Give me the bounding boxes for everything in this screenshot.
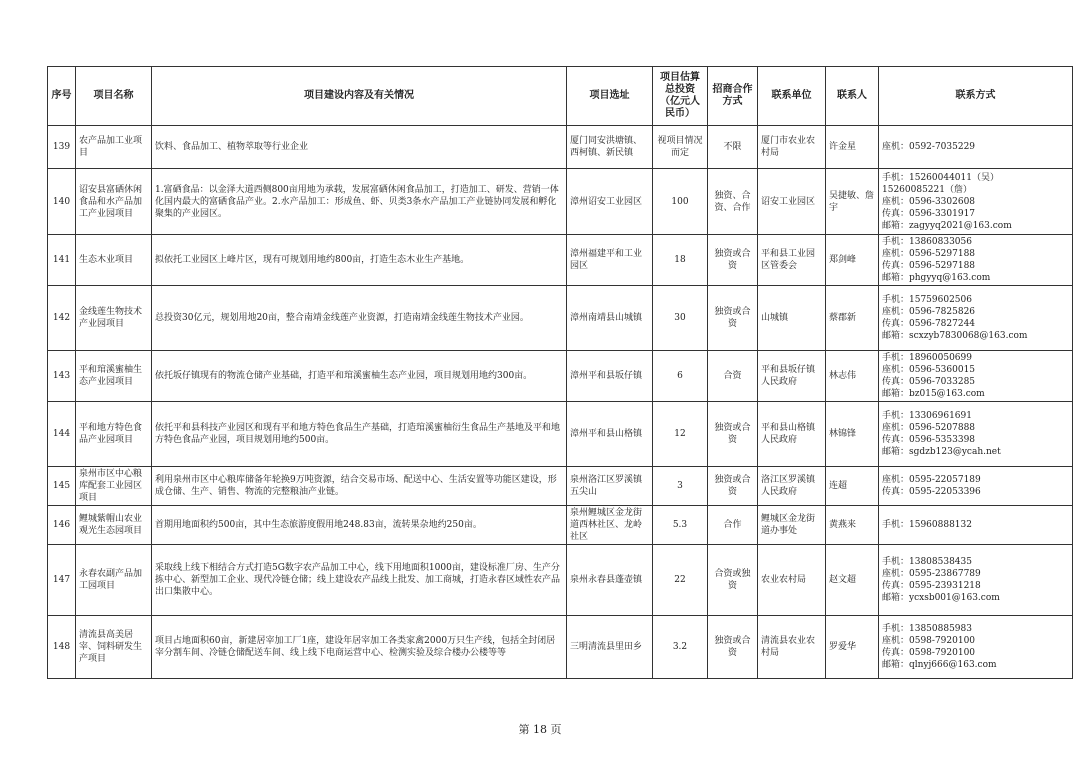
cell-unit: 平和县工业园区管委会 <box>758 235 826 286</box>
cell-mode: 合作 <box>708 506 758 545</box>
cell-mode: 合资 <box>708 351 758 402</box>
cell-contact: 座机：0592-7035229 <box>879 126 1073 169</box>
table-row <box>48 506 1073 545</box>
cell-investment: 3 <box>653 467 708 506</box>
cell-person: 赵文超 <box>826 545 879 616</box>
cell-investment: 3.2 <box>653 616 708 679</box>
cell-person: 林锦锋 <box>826 402 879 467</box>
col-header-mode: 招商合作方式 <box>708 67 758 126</box>
cell-mode: 独资或合资 <box>708 235 758 286</box>
cell-person: 郑剑峰 <box>826 235 879 286</box>
cell-name: 生态木业项目 <box>76 235 152 286</box>
table-row <box>48 545 1073 616</box>
cell-mode: 独资或合资 <box>708 286 758 351</box>
cell-name: 平和地方特色食品产业园项目 <box>76 402 152 467</box>
cell-content: 项目占地面积60亩，新建居宰加工厂1座，建设年居宰加工各类家禽2000万只生产线，包括全封闭居宰分割车间、冷链仓储配送车间、线上线下电商运营中心、检测实验及综合楼办公楼等等 <box>152 616 567 679</box>
cell-unit: 鲤城区金龙街道办事处 <box>758 506 826 545</box>
cell-content: 总投资30亿元，规划用地20亩，整合南靖金线莲产业资源，打造南靖金线莲生物技术产业园。 <box>152 286 567 351</box>
cell-no: 140 <box>48 169 76 235</box>
cell-mode: 独资、合资、合作 <box>708 169 758 235</box>
col-header-content: 项目建设内容及有关情况 <box>152 67 567 126</box>
cell-mode: 独资或合资 <box>708 467 758 506</box>
cell-no: 145 <box>48 467 76 506</box>
cell-investment: 6 <box>653 351 708 402</box>
cell-content: 首期用地面积约500亩，其中生态旅游度假用地248.83亩，流转果杂地约250亩。 <box>152 506 567 545</box>
col-header-site: 项目选址 <box>567 67 653 126</box>
cell-unit: 洛江区罗溪镇人民政府 <box>758 467 826 506</box>
cell-unit: 平和县山格镇人民政府 <box>758 402 826 467</box>
cell-no: 146 <box>48 506 76 545</box>
cell-no: 142 <box>48 286 76 351</box>
cell-name: 永春农副产品加工园项目 <box>76 545 152 616</box>
table-row <box>48 169 1073 235</box>
cell-content: 依托平和县科技产业园区和现有平和地方特色食品生产基础，打造琯溪蜜柚衍生食品生产基地及平和地方特色食品产业园，项目规划用地约500亩。 <box>152 402 567 467</box>
project-table <box>47 66 1073 679</box>
cell-investment: 12 <box>653 402 708 467</box>
cell-investment: 5.3 <box>653 506 708 545</box>
col-header-investment: 项目估算总投资（亿元人民币） <box>653 67 708 126</box>
cell-site: 泉州永春县蓬壶镇 <box>567 545 653 616</box>
cell-investment: 视项目情况而定 <box>653 126 708 169</box>
table-row <box>48 235 1073 286</box>
cell-contact: 手机：13860833056 座机：0596-5297188 传真：0596-5297188 邮箱：phgyyq@163.com <box>879 235 1073 286</box>
cell-name: 农产品加工业项目 <box>76 126 152 169</box>
cell-contact: 手机：13808538435 座机：0595-23867789 传真：0595-23931218 邮箱：ycxsb001@163.com <box>879 545 1073 616</box>
cell-mode: 不限 <box>708 126 758 169</box>
cell-unit: 农业农村局 <box>758 545 826 616</box>
cell-mode: 独资或合资 <box>708 616 758 679</box>
table-row <box>48 126 1073 169</box>
cell-site: 漳州平和县坂仔镇 <box>567 351 653 402</box>
table-row <box>48 402 1073 467</box>
cell-no: 147 <box>48 545 76 616</box>
cell-site: 泉州鲤城区金龙街道西林社区、龙岭社区 <box>567 506 653 545</box>
cell-no: 139 <box>48 126 76 169</box>
cell-name: 平和琯溪蜜柚生态产业园项目 <box>76 351 152 402</box>
cell-name: 诏安县富硒休闲食品和水产品加工产业园项目 <box>76 169 152 235</box>
col-header-no: 序号 <box>48 67 76 126</box>
table-row <box>48 616 1073 679</box>
table-row <box>48 351 1073 402</box>
cell-contact: 手机：15260044011（吴） 15260085221（詹） 座机：0596-3302608 传真：0596-3301917 邮箱：zagyyq2021@163.com <box>879 169 1073 235</box>
cell-unit: 山城镇 <box>758 286 826 351</box>
cell-investment: 22 <box>653 545 708 616</box>
cell-person: 许金星 <box>826 126 879 169</box>
cell-content: 依托坂仔镇现有的物流仓储产业基础，打造平和琯溪蜜柚生态产业园，项目规划用地约300亩。 <box>152 351 567 402</box>
cell-no: 143 <box>48 351 76 402</box>
table-row <box>48 467 1073 506</box>
cell-content: 拟依托工业园区上峰片区，现有可规划用地约800亩，打造生态木业生产基地。 <box>152 235 567 286</box>
cell-contact: 手机：13306961691 座机：0596-5207888 传真：0596-5353398 邮箱：sgdzb123@ycah.net <box>879 402 1073 467</box>
cell-site: 漳州福建平和工业园区 <box>567 235 653 286</box>
table-body <box>48 126 1073 679</box>
cell-no: 141 <box>48 235 76 286</box>
cell-investment: 30 <box>653 286 708 351</box>
cell-person: 连超 <box>826 467 879 506</box>
cell-site: 泉州洛江区罗溪镇五尖山 <box>567 467 653 506</box>
col-header-unit: 联系单位 <box>758 67 826 126</box>
cell-no: 144 <box>48 402 76 467</box>
cell-investment: 100 <box>653 169 708 235</box>
cell-unit: 清流县农业农村局 <box>758 616 826 679</box>
cell-person: 罗爱华 <box>826 616 879 679</box>
cell-content: 1.富硒食品：以金泽大道西侧800亩用地为承载，发展富硒休闲食品加工，打造加工、研发、营销一体化国内最大的富硒食品产业。2.水产品加工：形成鱼、虾、贝类3条水产品加工产业链协同发展和孵化聚集的产业园区。 <box>152 169 567 235</box>
cell-contact: 手机：15960888132 <box>879 506 1073 545</box>
cell-person: 黄燕来 <box>826 506 879 545</box>
cell-name: 鲤城紫帽山农业观光生态园项目 <box>76 506 152 545</box>
cell-site: 漳州诏安工业园区 <box>567 169 653 235</box>
cell-unit: 平和县坂仔镇人民政府 <box>758 351 826 402</box>
cell-name: 金线莲生物技术产业园项目 <box>76 286 152 351</box>
col-header-name: 项目名称 <box>76 67 152 126</box>
table-header <box>48 67 1073 126</box>
cell-contact: 手机：18960050699 座机：0596-5360015 传真：0596-7033285 邮箱：bz015@163.com <box>879 351 1073 402</box>
cell-contact: 座机：0595-22057189 传真：0595-22053396 <box>879 467 1073 506</box>
col-header-person: 联系人 <box>826 67 879 126</box>
cell-no: 148 <box>48 616 76 679</box>
cell-content: 采取线上线下相结合方式打造5G数字农产品加工中心，线下用地面积1000亩，建设标准厂房、生产分拣中心、新型加工企业、现代冷链仓储；线上建设农产品线上批发、加工商城，打造永春区域性农产品出口集散中心。 <box>152 545 567 616</box>
cell-contact: 手机：15759602506 座机：0596-7825826 传真：0596-7827244 邮箱：scxzyb7830068@163.com <box>879 286 1073 351</box>
cell-mode: 独资或合资 <box>708 402 758 467</box>
cell-content: 利用泉州市区中心粮库储备年轮换9万吨资源，结合交易市场、配送中心、生活安置等功能区建设，形成仓储、生产、销售、物流的完整粮油产业链。 <box>152 467 567 506</box>
cell-content: 饮料、食品加工、植物萃取等行业企业 <box>152 126 567 169</box>
cell-site: 漳州平和县山格镇 <box>567 402 653 467</box>
cell-unit: 厦门市农业农村局 <box>758 126 826 169</box>
cell-site: 漳州南靖县山城镇 <box>567 286 653 351</box>
page-number: 第 18 页 <box>518 723 562 736</box>
cell-person: 蔡郡新 <box>826 286 879 351</box>
cell-person: 林志伟 <box>826 351 879 402</box>
cell-mode: 合资或独资 <box>708 545 758 616</box>
cell-unit: 诏安工业园区 <box>758 169 826 235</box>
cell-site: 厦门同安洪塘镇、西柯镇、新民镇 <box>567 126 653 169</box>
col-header-contact: 联系方式 <box>879 67 1073 126</box>
cell-name: 泉州市区中心粮库配套工业园区项目 <box>76 467 152 506</box>
cell-contact: 手机：13850885983 座机：0598-7920100 传真：0598-7920100 邮箱：qlnyj666@163.com <box>879 616 1073 679</box>
cell-person: 吴捷敏、詹宇 <box>826 169 879 235</box>
cell-name: 清流县高美居宰、饲料研发生产项目 <box>76 616 152 679</box>
cell-site: 三明清流县里田乡 <box>567 616 653 679</box>
table-row <box>48 286 1073 351</box>
cell-investment: 18 <box>653 235 708 286</box>
